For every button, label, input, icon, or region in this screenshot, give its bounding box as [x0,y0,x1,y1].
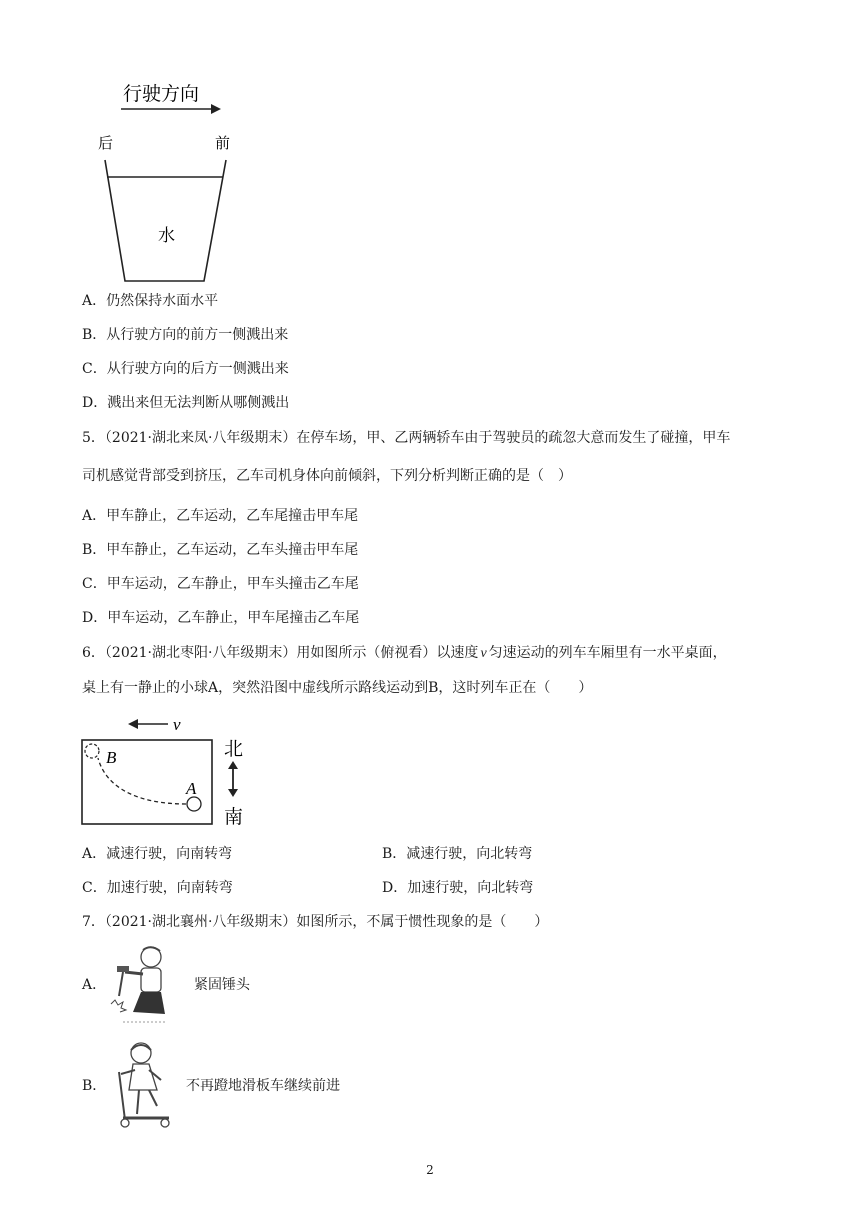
q7-option-b-letter: B． [82,1078,107,1094]
q6-stem-pre: 6．（2021·湖北枣阳·八年级期末）用如图所示（俯视看）以速度 [82,645,479,661]
q6-stem-line1 [82,644,727,663]
q4-option-a: A．仍然保持水面水平 [82,293,219,309]
hammer-boy-illustration [103,942,181,1028]
ball-b-position [85,744,99,758]
north-label: 北 [224,738,244,760]
q6-stem-line2: 桌上有一静止的小球A，突然沿图中虚线所示路线运动到B，这时列车正在（ ） [82,680,593,696]
q7-option-a-letter: A． [82,977,107,993]
q5-option-a: A．甲车静止，乙车运动，乙车尾撞击甲车尾 [82,508,359,524]
water-cup-figure [95,78,245,288]
q5-option-b: B．甲车静止，乙车运动，乙车头撞击甲车尾 [82,542,359,558]
velocity-arrow [128,719,168,729]
q6-option-a: A．减速行驶，向南转弯 [82,846,233,862]
q6-stem-velocity: v [480,646,487,661]
q5-stem-line2: 司机感觉背部受到挤压，乙车司机身体向前倾斜，下列分析判断正确的是（ ） [82,468,572,484]
point-b-label: B [106,748,117,767]
q7-option-a-text: 紧固锤头 [194,977,250,993]
q5-stem-line1: 5．（2021·湖北来凤·八年级期末）在停车场，甲、乙两辆轿车由于驾驶员的疏忽大意而发生了碰撞，甲车 [82,430,731,446]
south-label: 南 [224,806,244,828]
q6-option-b: B．减速行驶，向北转弯 [382,846,533,862]
q5-option-d: D．甲车运动，乙车静止，甲车尾撞击乙车尾 [82,610,360,626]
scooter-girl-illustration [113,1040,183,1130]
north-south-arrow [228,761,238,797]
page-number: 2 [426,1163,434,1177]
q7-option-b-text: 不再蹬地滑板车继续前进 [186,1078,340,1094]
q4-option-c: C．从行驶方向的后方一侧溅出来 [82,361,289,377]
direction-arrow [121,104,221,114]
direction-label: 行驶方向 [123,83,200,105]
front-label: 前 [215,134,231,152]
q6-option-c: C．加速行驶，向南转弯 [82,880,233,896]
q4-option-b: B．从行驶方向的前方一侧溅出来 [82,327,289,343]
cup-outline [105,160,226,281]
velocity-label: v [173,715,181,734]
point-a-label: A [186,779,197,798]
train-table-figure [78,708,258,833]
water-label: 水 [158,226,175,246]
ball-a [187,797,201,811]
q4-option-d: D．溅出来但无法判断从哪侧溅出 [82,395,290,411]
q6-option-d: D．加速行驶，向北转弯 [382,880,534,896]
q6-stem-post: 匀速运动的列车车厢里有一水平桌面， [488,645,727,661]
rear-label: 后 [98,134,114,152]
q5-option-c: C．甲车运动，乙车静止，甲车头撞击乙车尾 [82,576,359,592]
q7-stem: 7．（2021·湖北襄州·八年级期末）如图所示，不属于惯性现象的是（ ） [82,914,549,930]
